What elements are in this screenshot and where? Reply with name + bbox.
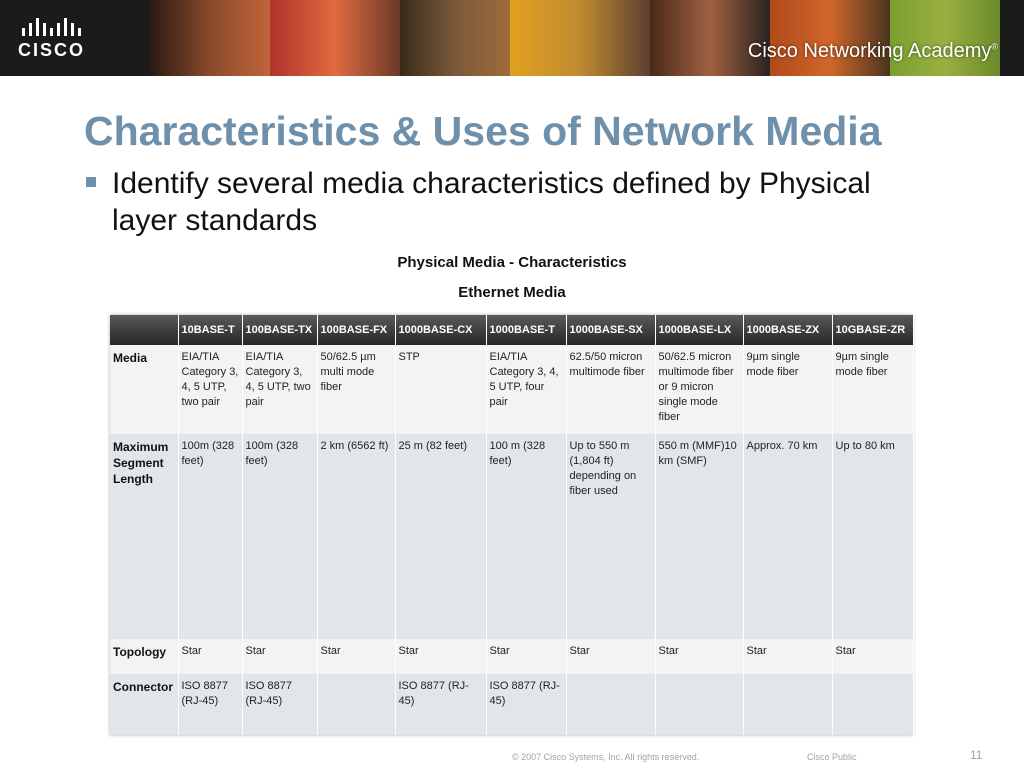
student-photo (650, 0, 770, 76)
cisco-bridge-icon (22, 18, 98, 36)
table-cell: ISO 8877 (RJ-45) (395, 674, 486, 735)
table-cell: Approx. 70 km (743, 434, 832, 639)
header-banner (0, 0, 1024, 76)
table-row (110, 639, 913, 674)
table-header-row (110, 315, 913, 345)
column-header: 10BASE-T (178, 315, 242, 345)
table-cell: Star (242, 639, 317, 674)
table-cell: 25 m (82 feet) (395, 434, 486, 639)
row-header: Connector (110, 674, 178, 735)
table-cell: 50/62.5 µm multi mode fiber (317, 345, 395, 434)
table-cell (743, 674, 832, 735)
student-photo (400, 0, 510, 76)
bullet-text: Identify several media characteristics defined by Physical layer standards (112, 167, 871, 237)
academy-label: Cisco Networking Academy® (747, 40, 998, 62)
slide-title: Characteristics & Uses of Network Media (84, 108, 882, 154)
table-cell: 9µm single mode fiber (743, 345, 832, 434)
footer-classification: Cisco Public (807, 752, 857, 762)
table-cell: Star (655, 639, 743, 674)
table-cell: 62.5/50 micron multimode fiber (566, 345, 655, 434)
table-cell: 9µm single mode fiber (832, 345, 913, 434)
table-cell: 50/62.5 micron multimode fiber or 9 micron single mode fiber (655, 345, 743, 434)
table-cell: 100m (328 feet) (178, 434, 242, 639)
table-cell: STP (395, 345, 486, 434)
student-photo (270, 0, 400, 76)
table-cell: Star (743, 639, 832, 674)
table-cell: Up to 80 km (832, 434, 913, 639)
student-photo (510, 0, 650, 76)
column-header: 1000BASE-LX (655, 315, 743, 345)
table-cell: 2 km (6562 ft) (317, 434, 395, 639)
table-row (110, 345, 913, 434)
square-bullet-icon (86, 177, 96, 187)
table-cell (566, 674, 655, 735)
row-header: Maximum Segment Length (110, 434, 178, 639)
photo-strip (150, 0, 1000, 76)
table-cell: EIA/TIA Category 3, 4, 5 UTP, two pair (178, 345, 242, 434)
table-cell (317, 674, 395, 735)
table-cell (832, 674, 913, 735)
student-photo (770, 0, 890, 76)
table-cell: 550 m (MMF)10 km (SMF) (655, 434, 743, 639)
page-number: 11 (970, 748, 983, 762)
table-cell: ISO 8877 (RJ-45) (178, 674, 242, 735)
cisco-logo (18, 18, 98, 62)
table-cell: ISO 8877 (RJ-45) (486, 674, 566, 735)
table-row (110, 434, 913, 639)
table-cell: Up to 550 m (1,804 ft) depending on fiber used (566, 434, 655, 639)
table-cell: Star (317, 639, 395, 674)
row-header: Topology (110, 639, 178, 674)
table-cell: Star (395, 639, 486, 674)
student-photo (890, 0, 1000, 76)
table-cell: Star (832, 639, 913, 674)
table-cell: 100m (328 feet) (242, 434, 317, 639)
table-cell (655, 674, 743, 735)
table-cell: EIA/TIA Category 3, 4, 5 UTP, four pair (486, 345, 566, 434)
bullet-item (84, 165, 904, 239)
column-header: 1000BASE-CX (395, 315, 486, 345)
table-cell: 100 m (328 feet) (486, 434, 566, 639)
footer-copyright: © 2007 Cisco Systems, Inc. All rights reserved. (512, 752, 700, 762)
column-header: 10GBASE-ZR (832, 315, 913, 345)
table-cell: Star (486, 639, 566, 674)
column-header: 1000BASE-T (486, 315, 566, 345)
logo-wordmark: CISCO (18, 40, 86, 60)
column-header (110, 315, 178, 345)
column-header: 100BASE-TX (242, 315, 317, 345)
table-row (110, 674, 913, 735)
student-photo (150, 0, 270, 76)
figure-title: Physical Media - Characteristics (397, 254, 627, 271)
table-cell: Star (566, 639, 655, 674)
column-header: 100BASE-FX (317, 315, 395, 345)
row-header: Media (110, 345, 178, 434)
column-header: 1000BASE-SX (566, 315, 655, 345)
table-cell: EIA/TIA Category 3, 4, 5 UTP, two pair (242, 345, 317, 434)
ethernet-media-table (110, 315, 913, 735)
table-cell: ISO 8877 (RJ-45) (242, 674, 317, 735)
table-cell: Star (178, 639, 242, 674)
column-header: 1000BASE-ZX (743, 315, 832, 345)
figure-subtitle: Ethernet Media (458, 284, 566, 301)
